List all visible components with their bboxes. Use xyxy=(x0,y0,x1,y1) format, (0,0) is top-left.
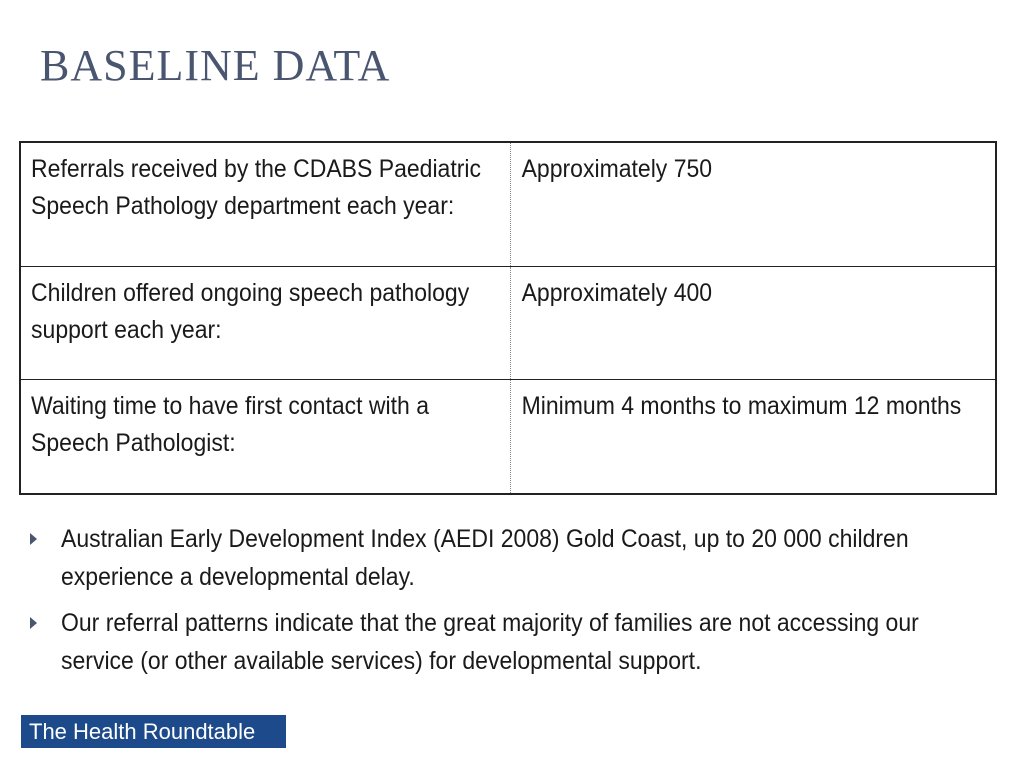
baseline-data-table xyxy=(19,141,997,495)
table-cell-label xyxy=(20,142,482,267)
referrals-value: Approximately 750 xyxy=(521,155,712,183)
bullet-text: Australian Early Development Index (AEDI 2008) Gold Coast, up to 20 000 children experience a developmental delay. xyxy=(61,525,909,591)
table-row xyxy=(20,267,996,380)
waiting-time-value: Minimum 4 months to maximum 12 months xyxy=(521,392,961,420)
table-row xyxy=(20,142,996,267)
triangle-bullet-icon xyxy=(30,617,37,629)
slide-title: BASELINE DATA xyxy=(40,41,391,90)
referrals-label: Referrals received by the CDABS Paediatric Speech Pathology department each year: xyxy=(31,155,482,220)
table-cell-value xyxy=(511,380,961,495)
table-cell-label xyxy=(20,267,471,380)
list-item xyxy=(30,520,990,596)
children-offered-value: Approximately 400 xyxy=(521,279,712,307)
table-cell-label xyxy=(20,380,471,495)
health-roundtable-logo: The Health Roundtable xyxy=(21,715,286,748)
bullet-text: Our referral patterns indicate that the great majority of families are not accessing our service (or other available services) for developmental support. xyxy=(61,609,919,675)
list-item xyxy=(30,604,990,680)
bullet-list xyxy=(30,520,990,688)
children-offered-label: Children offered ongoing speech pathology support each year: xyxy=(31,279,470,344)
table-cell-value xyxy=(511,267,958,380)
triangle-bullet-icon xyxy=(30,533,37,545)
table-row xyxy=(20,380,996,495)
table-cell-value xyxy=(511,142,958,267)
waiting-time-label: Waiting time to have first contact with a Speech Pathologist: xyxy=(31,392,430,457)
